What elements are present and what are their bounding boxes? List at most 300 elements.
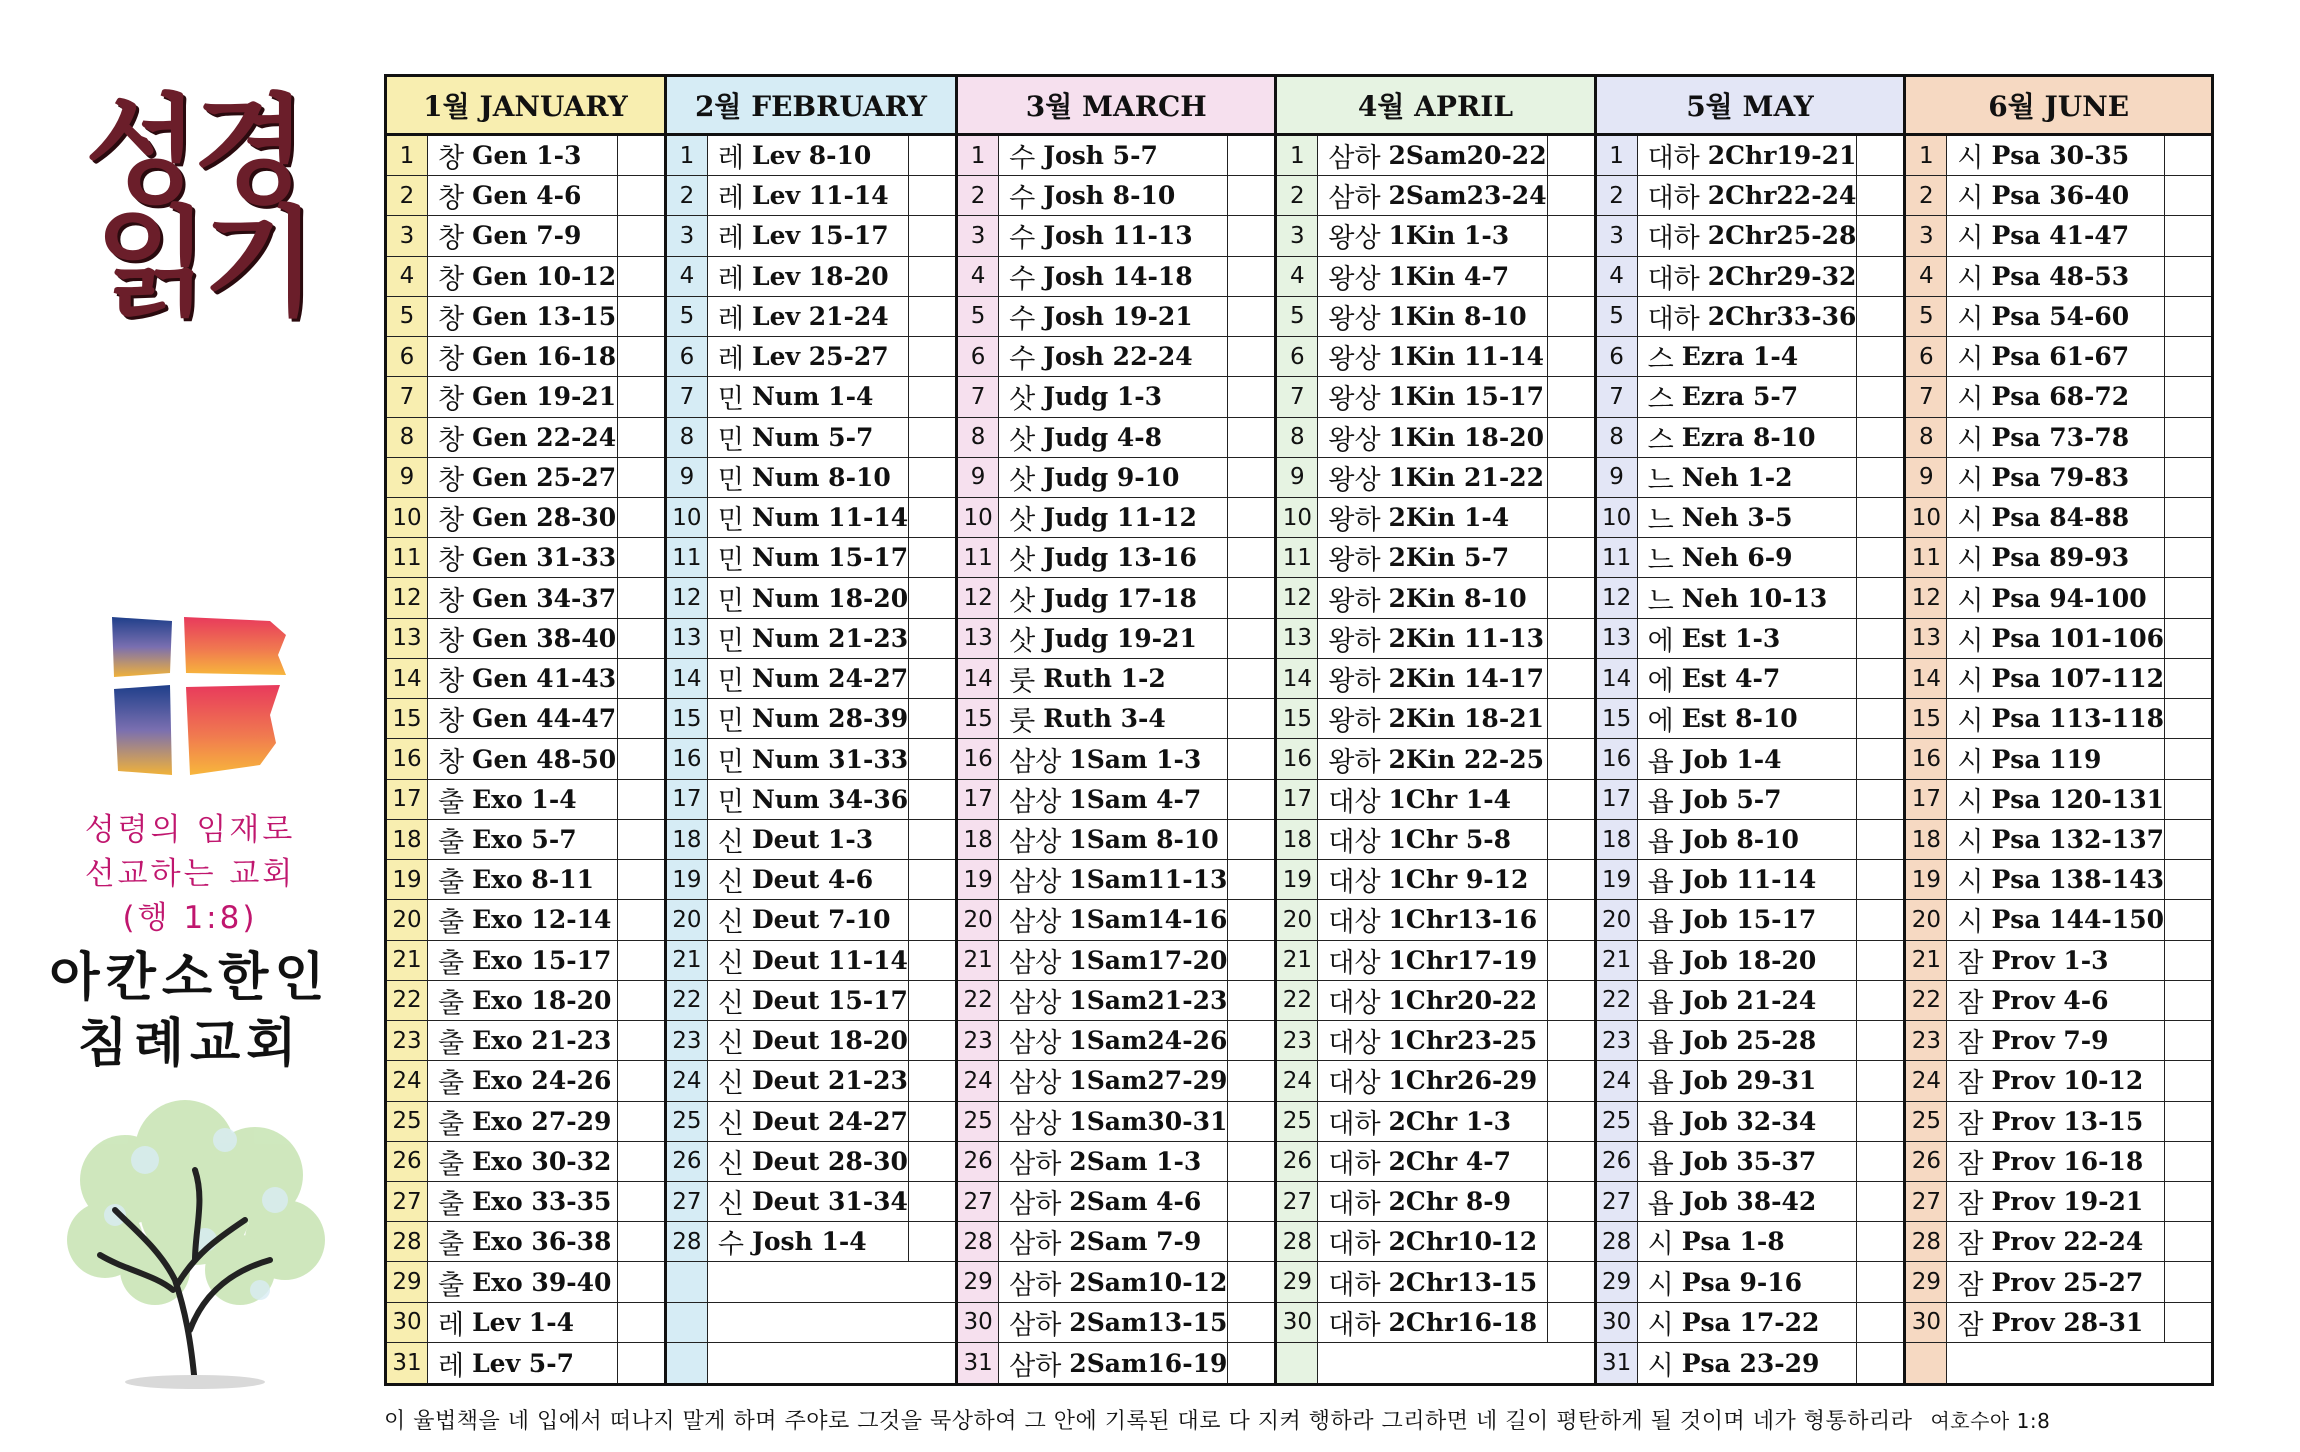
day-number: 21 <box>1597 941 1638 980</box>
book-korean: 신 <box>717 827 744 858</box>
check-box[interactable] <box>2165 941 2211 980</box>
chapter-range: Gen 1-3 <box>472 141 582 171</box>
check-box[interactable] <box>1857 337 1903 376</box>
check-box[interactable] <box>1548 337 1594 376</box>
reading-cell <box>428 337 618 376</box>
title-line-1: 성경 <box>85 82 301 220</box>
check-box[interactable] <box>618 1021 664 1060</box>
chapter-range: Exo 15-17 <box>472 945 612 975</box>
day-number: 15 <box>1277 699 1318 738</box>
check-box[interactable] <box>1857 1021 1903 1060</box>
chapter-range: Deut 18-20 <box>751 1026 908 1056</box>
check-box[interactable] <box>909 578 955 617</box>
check-box[interactable] <box>909 176 955 215</box>
check-box[interactable] <box>618 1343 664 1383</box>
chapter-range: Gen 34-37 <box>472 583 617 613</box>
day-row <box>958 820 1274 860</box>
day-row <box>387 337 664 377</box>
check-box[interactable] <box>2165 176 2211 215</box>
check-box[interactable] <box>909 1222 955 1261</box>
check-box[interactable] <box>618 377 664 416</box>
check-box[interactable] <box>1857 458 1903 497</box>
check-box[interactable] <box>1857 1303 1903 1342</box>
check-box[interactable] <box>1548 1262 1594 1301</box>
day-number: 28 <box>1906 1222 1947 1261</box>
day-row <box>1597 1102 1904 1142</box>
chapter-range: 1Sam 8-10 <box>1069 825 1219 854</box>
book-korean: 잠 <box>1957 1148 1984 1180</box>
check-box[interactable] <box>2165 1262 2211 1301</box>
day-row <box>1277 377 1593 417</box>
check-box[interactable] <box>618 941 664 980</box>
check-box[interactable] <box>618 1222 664 1261</box>
check-box[interactable] <box>1548 820 1594 859</box>
day-number: 28 <box>387 1222 428 1261</box>
check-box[interactable] <box>1228 1343 1274 1383</box>
check-box[interactable] <box>1857 1102 1903 1141</box>
check-box[interactable] <box>1228 1021 1274 1060</box>
day-row <box>1277 418 1593 458</box>
check-box[interactable] <box>1548 1222 1594 1261</box>
check-box[interactable] <box>909 820 955 859</box>
check-box[interactable] <box>1857 820 1903 859</box>
check-box[interactable] <box>1857 1182 1903 1221</box>
check-box[interactable] <box>1228 1102 1274 1141</box>
chapter-range: Psa 119 <box>1991 744 2102 774</box>
check-box[interactable] <box>1548 981 1594 1020</box>
check-box[interactable] <box>1857 538 1903 577</box>
check-box[interactable] <box>1228 1222 1274 1261</box>
day-number: 11 <box>1597 538 1638 577</box>
check-box[interactable] <box>1228 739 1274 778</box>
check-box[interactable] <box>2165 699 2211 738</box>
check-box[interactable] <box>1228 699 1274 738</box>
check-box[interactable] <box>618 578 664 617</box>
check-box[interactable] <box>618 1303 664 1342</box>
day-row <box>1277 176 1593 216</box>
check-box[interactable] <box>2165 619 2211 658</box>
check-box[interactable] <box>1857 659 1903 698</box>
check-box[interactable] <box>618 297 664 336</box>
day-row <box>667 981 955 1021</box>
check-box[interactable] <box>1857 578 1903 617</box>
check-box[interactable] <box>618 1182 664 1221</box>
reading-cell <box>999 981 1228 1020</box>
check-box[interactable] <box>618 538 664 577</box>
check-box[interactable] <box>2165 257 2211 296</box>
day-number: 18 <box>1906 820 1947 859</box>
day-number: 8 <box>667 418 708 457</box>
day-row <box>958 216 1274 256</box>
day-number: 5 <box>1277 297 1318 336</box>
book-korean: 욥 <box>1647 746 1674 778</box>
check-box[interactable] <box>1548 1061 1594 1100</box>
check-box[interactable] <box>1228 900 1274 939</box>
chapter-range: Judg 11-12 <box>1043 503 1197 533</box>
check-box[interactable] <box>1857 941 1903 980</box>
check-box[interactable] <box>618 1102 664 1141</box>
check-box[interactable] <box>1228 136 1274 175</box>
check-box[interactable] <box>1228 860 1274 899</box>
check-box[interactable] <box>1857 136 1903 175</box>
check-box[interactable] <box>1228 538 1274 577</box>
check-box[interactable] <box>1228 337 1274 376</box>
check-box[interactable] <box>618 780 664 819</box>
check-box[interactable] <box>1228 498 1274 537</box>
check-box[interactable] <box>1228 297 1274 336</box>
day-row <box>1597 1262 1904 1302</box>
chapter-range: Ezra 8-10 <box>1681 422 1816 452</box>
book-korean: 에 <box>1647 625 1674 657</box>
check-box[interactable] <box>2165 458 2211 497</box>
check-box[interactable] <box>1548 1102 1594 1141</box>
check-box[interactable] <box>2165 216 2211 255</box>
month-column <box>667 77 958 1383</box>
check-box[interactable] <box>909 699 955 738</box>
book-korean: 시 <box>1957 746 1984 778</box>
check-box[interactable] <box>1857 418 1903 457</box>
check-box[interactable] <box>2165 1222 2211 1261</box>
check-box[interactable] <box>1857 216 1903 255</box>
check-box[interactable] <box>618 136 664 175</box>
month-column <box>1906 77 2211 1383</box>
check-box[interactable] <box>618 216 664 255</box>
reading-cell <box>1947 257 2165 296</box>
check-box[interactable] <box>1228 1061 1274 1100</box>
reading-cell <box>1318 1343 1593 1383</box>
check-box[interactable] <box>1548 377 1594 416</box>
check-box[interactable] <box>1857 900 1903 939</box>
check-box[interactable] <box>1857 860 1903 899</box>
check-box[interactable] <box>1548 1182 1594 1221</box>
chapter-range: Gen 10-12 <box>472 261 617 291</box>
day-number: 24 <box>667 1061 708 1100</box>
check-box[interactable] <box>2165 578 2211 617</box>
day-number: 1 <box>387 136 428 175</box>
check-box[interactable] <box>2165 1061 2211 1100</box>
check-box[interactable] <box>618 176 664 215</box>
check-box[interactable] <box>909 418 955 457</box>
book-korean: 삼상 <box>1009 867 1062 899</box>
check-box[interactable] <box>618 418 664 457</box>
check-box[interactable] <box>618 1262 664 1301</box>
check-box[interactable] <box>1548 458 1594 497</box>
book-korean: 삿 <box>1009 424 1036 456</box>
check-box[interactable] <box>1228 1142 1274 1181</box>
reading-cell <box>1318 1303 1547 1342</box>
day-row <box>1906 1343 2211 1383</box>
check-box[interactable] <box>618 337 664 376</box>
check-box[interactable] <box>1857 377 1903 416</box>
check-box[interactable] <box>1857 176 1903 215</box>
check-box[interactable] <box>1857 257 1903 296</box>
book-korean: 삼상 <box>1009 746 1062 778</box>
chapter-range: 2Chr19-21 <box>1707 141 1857 171</box>
check-box[interactable] <box>1548 900 1594 939</box>
check-box[interactable] <box>2165 418 2211 457</box>
check-box[interactable] <box>1857 498 1903 537</box>
book-korean: 삼상 <box>1009 1028 1062 1060</box>
check-box[interactable] <box>1228 1303 1274 1342</box>
check-box[interactable] <box>909 1102 955 1141</box>
day-row <box>667 1303 955 1343</box>
check-box[interactable] <box>2165 1102 2211 1141</box>
check-box[interactable] <box>909 377 955 416</box>
check-box[interactable] <box>1548 699 1594 738</box>
day-row <box>1906 578 2211 618</box>
day-row <box>667 337 955 377</box>
check-box[interactable] <box>1548 257 1594 296</box>
reading-cell <box>1947 216 2165 255</box>
check-box[interactable] <box>1548 941 1594 980</box>
check-box[interactable] <box>1548 578 1594 617</box>
check-box[interactable] <box>1228 780 1274 819</box>
check-box[interactable] <box>1228 578 1274 617</box>
check-box[interactable] <box>2165 538 2211 577</box>
check-box[interactable] <box>2165 337 2211 376</box>
page-title <box>85 82 355 332</box>
check-box[interactable] <box>1857 1343 1903 1383</box>
check-box[interactable] <box>2165 820 2211 859</box>
check-box[interactable] <box>909 659 955 698</box>
check-box[interactable] <box>1548 860 1594 899</box>
reading-cell <box>1947 1303 2165 1342</box>
book-korean: 수 <box>1009 223 1036 255</box>
chapter-range: Deut 28-30 <box>751 1146 908 1176</box>
chapter-range: Psa 17-22 <box>1681 1307 1820 1337</box>
book-korean: 삿 <box>1009 384 1036 416</box>
check-box[interactable] <box>2165 659 2211 698</box>
day-row <box>1597 941 1904 981</box>
chapter-range: Job 38-42 <box>1681 1187 1817 1217</box>
book-korean: 레 <box>438 1350 465 1382</box>
check-box[interactable] <box>909 337 955 376</box>
book-korean: 욥 <box>1647 1028 1674 1060</box>
church-name-line-1: 아칸소한인 <box>49 948 331 1008</box>
check-box[interactable] <box>1857 780 1903 819</box>
day-number: 10 <box>1906 498 1947 537</box>
check-box[interactable] <box>1548 498 1594 537</box>
day-number: 9 <box>1277 458 1318 497</box>
check-box[interactable] <box>1857 739 1903 778</box>
check-box[interactable] <box>1228 176 1274 215</box>
day-number: 26 <box>667 1142 708 1181</box>
check-box[interactable] <box>2165 1142 2211 1181</box>
check-box[interactable] <box>1228 377 1274 416</box>
check-box[interactable] <box>909 900 955 939</box>
check-box[interactable] <box>909 216 955 255</box>
reading-cell <box>428 860 618 899</box>
day-number: 22 <box>1597 981 1638 1020</box>
check-box[interactable] <box>618 498 664 537</box>
check-box[interactable] <box>1548 136 1594 175</box>
check-box[interactable] <box>909 1021 955 1060</box>
check-box[interactable] <box>1548 1303 1594 1342</box>
check-box[interactable] <box>909 619 955 658</box>
chapter-range: Num 1-4 <box>751 382 874 412</box>
day-number: 22 <box>958 981 999 1020</box>
day-number: 29 <box>1277 1262 1318 1301</box>
chapter-range: Exo 21-23 <box>472 1026 612 1056</box>
check-box[interactable] <box>1228 619 1274 658</box>
check-box[interactable] <box>909 981 955 1020</box>
check-box[interactable] <box>618 739 664 778</box>
check-box[interactable] <box>1228 257 1274 296</box>
check-box[interactable] <box>1548 780 1594 819</box>
check-box[interactable] <box>1548 1021 1594 1060</box>
check-box[interactable] <box>1548 297 1594 336</box>
check-box[interactable] <box>1228 820 1274 859</box>
reading-cell <box>428 257 618 296</box>
check-box[interactable] <box>909 860 955 899</box>
check-box[interactable] <box>1857 981 1903 1020</box>
check-box[interactable] <box>909 257 955 296</box>
check-box[interactable] <box>618 860 664 899</box>
check-box[interactable] <box>618 619 664 658</box>
check-box[interactable] <box>1548 538 1594 577</box>
day-row <box>1277 578 1593 618</box>
book-korean: 삼하 <box>1009 1229 1062 1261</box>
chapter-range: Neh 6-9 <box>1681 543 1793 573</box>
chapter-range: Ruth 3-4 <box>1043 704 1166 734</box>
chapter-range: Deut 4-6 <box>751 865 874 895</box>
check-box[interactable] <box>618 659 664 698</box>
day-row <box>667 860 955 900</box>
day-row <box>1906 699 2211 739</box>
check-box[interactable] <box>909 1061 955 1100</box>
check-box[interactable] <box>1548 1142 1594 1181</box>
check-box[interactable] <box>618 1061 664 1100</box>
day-number: 12 <box>667 578 708 617</box>
reading-cell <box>1638 337 1858 376</box>
check-box[interactable] <box>1857 1061 1903 1100</box>
month-header: 1월 JANUARY <box>387 77 664 136</box>
day-row <box>958 1021 1274 1061</box>
check-box[interactable] <box>909 136 955 175</box>
check-box[interactable] <box>909 458 955 497</box>
check-box[interactable] <box>909 297 955 336</box>
chapter-range: 2Chr 1-3 <box>1388 1106 1512 1136</box>
check-box[interactable] <box>1857 619 1903 658</box>
check-box[interactable] <box>2165 297 2211 336</box>
day-number: 28 <box>1597 1222 1638 1261</box>
chapter-range: 2Sam13-15 <box>1069 1307 1228 1337</box>
check-box[interactable] <box>1228 216 1274 255</box>
check-box[interactable] <box>2165 981 2211 1020</box>
check-box[interactable] <box>1228 659 1274 698</box>
check-box[interactable] <box>618 900 664 939</box>
chapter-range: Psa 68-72 <box>1991 382 2130 412</box>
book-korean: 왕하 <box>1328 585 1381 617</box>
book-korean: 삼하 <box>1328 143 1381 175</box>
day-number: 16 <box>1906 739 1947 778</box>
check-box[interactable] <box>1548 176 1594 215</box>
check-box[interactable] <box>909 1142 955 1181</box>
day-row <box>667 739 955 779</box>
check-box[interactable] <box>1548 619 1594 658</box>
check-box[interactable] <box>1857 699 1903 738</box>
check-box[interactable] <box>909 780 955 819</box>
check-box[interactable] <box>618 981 664 1020</box>
book-korean: 시 <box>1957 585 1984 617</box>
day-row <box>387 1061 664 1101</box>
book-korean: 삼하 <box>1009 1309 1062 1341</box>
check-box[interactable] <box>618 257 664 296</box>
day-number: 11 <box>1277 538 1318 577</box>
check-box[interactable] <box>1228 1262 1274 1301</box>
day-number: 10 <box>667 498 708 537</box>
check-box[interactable] <box>2165 739 2211 778</box>
check-box[interactable] <box>1228 418 1274 457</box>
book-korean: 시 <box>1957 867 1984 899</box>
book-korean: 출 <box>438 1189 465 1221</box>
check-box[interactable] <box>2165 860 2211 899</box>
chapter-range: Lev 25-27 <box>751 342 889 372</box>
check-box[interactable] <box>909 941 955 980</box>
check-box[interactable] <box>2165 780 2211 819</box>
day-number: 15 <box>958 699 999 738</box>
day-row <box>1597 458 1904 498</box>
check-box[interactable] <box>1548 418 1594 457</box>
chapter-range: Psa 113-118 <box>1991 704 2164 734</box>
check-box[interactable] <box>909 538 955 577</box>
check-box[interactable] <box>2165 498 2211 537</box>
check-box[interactable] <box>2165 377 2211 416</box>
check-box[interactable] <box>1857 1142 1903 1181</box>
check-box[interactable] <box>2165 1303 2211 1342</box>
reading-cell <box>1947 578 2165 617</box>
check-box[interactable] <box>2165 1182 2211 1221</box>
check-box[interactable] <box>1857 297 1903 336</box>
check-box[interactable] <box>2165 136 2211 175</box>
check-box[interactable] <box>1228 981 1274 1020</box>
day-number: 15 <box>387 699 428 738</box>
book-korean: 창 <box>438 545 465 577</box>
chapter-range: Gen 22-24 <box>472 422 617 452</box>
check-box[interactable] <box>1548 739 1594 778</box>
book-korean: 출 <box>438 867 465 899</box>
check-box[interactable] <box>1548 216 1594 255</box>
day-row <box>1597 136 1904 176</box>
book-korean: 삼상 <box>1009 1108 1062 1140</box>
check-box[interactable] <box>909 739 955 778</box>
check-box[interactable] <box>1228 941 1274 980</box>
day-row <box>1597 699 1904 739</box>
check-box[interactable] <box>618 820 664 859</box>
check-box[interactable] <box>618 1142 664 1181</box>
check-box[interactable] <box>618 458 664 497</box>
book-korean: 시 <box>1957 143 1984 175</box>
check-box[interactable] <box>2165 900 2211 939</box>
check-box[interactable] <box>1228 1182 1274 1221</box>
check-box[interactable] <box>2165 1021 2211 1060</box>
day-number: 22 <box>387 981 428 1020</box>
day-row <box>958 1222 1274 1262</box>
check-box[interactable] <box>1228 458 1274 497</box>
day-row <box>667 941 955 981</box>
chapter-range: 1Kin 1-3 <box>1388 221 1510 251</box>
check-box[interactable] <box>909 498 955 537</box>
day-row <box>958 1142 1274 1182</box>
check-box[interactable] <box>1857 1262 1903 1301</box>
check-box[interactable] <box>618 699 664 738</box>
book-korean: 욥 <box>1647 786 1674 818</box>
day-number: 9 <box>1597 458 1638 497</box>
check-box[interactable] <box>909 1182 955 1221</box>
check-box[interactable] <box>1857 1222 1903 1261</box>
check-box[interactable] <box>1548 659 1594 698</box>
reading-cell <box>1638 860 1858 899</box>
